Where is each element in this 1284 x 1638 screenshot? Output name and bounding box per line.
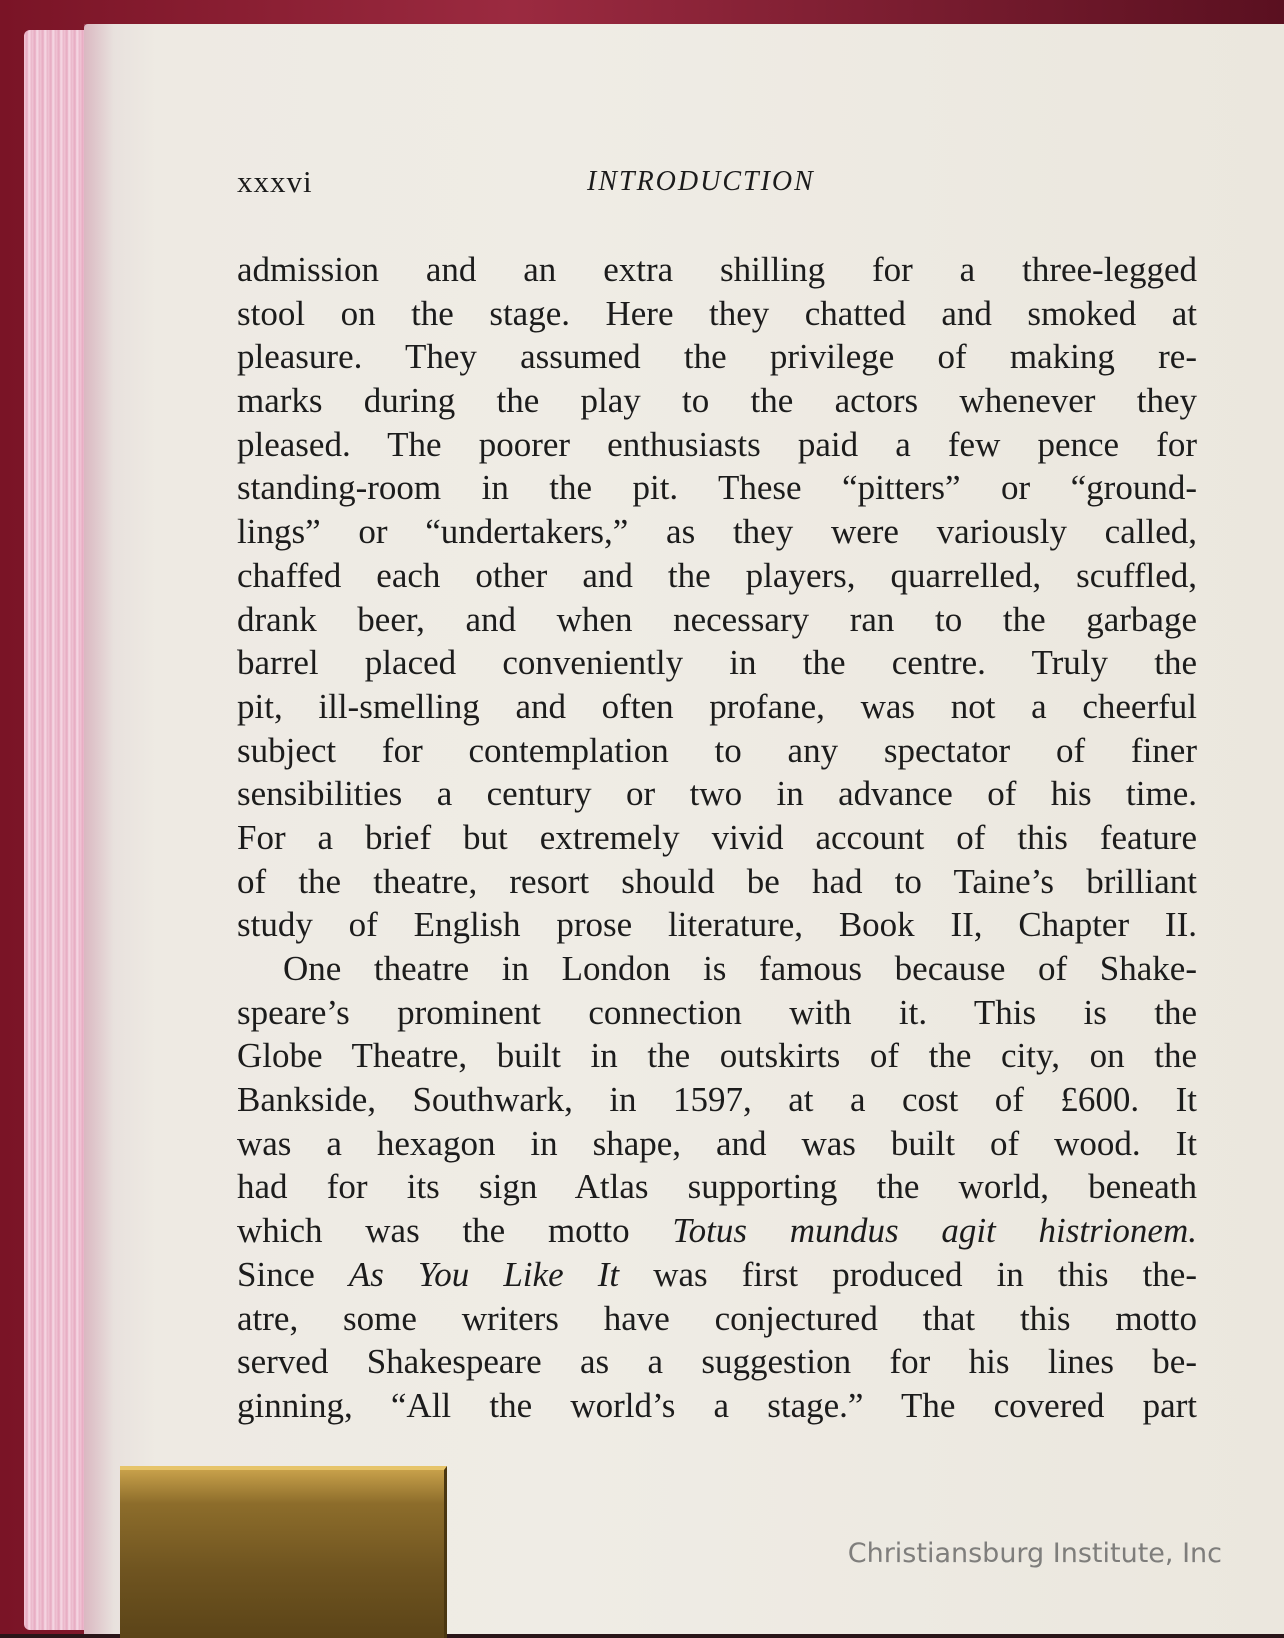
text-line: sensibilities a century or two in advance of his time. <box>237 774 1197 814</box>
text-line: standing-room in the pit. These “pitters” or “ground- <box>237 468 1197 508</box>
text-line: drank beer, and when necessary ran to the garbage <box>237 599 1197 639</box>
page-number: xxxvi <box>237 164 313 199</box>
text-line: was a hexagon in shape, and was built of wood. It <box>237 1123 1197 1163</box>
text-line: ginning, “All the world’s a stage.” The covered part <box>237 1385 1197 1425</box>
text-line: of the theatre, resort should be had to Taine’s brilliant <box>237 861 1197 901</box>
text-line: pit, ill-smelling and often profane, was not a cheerful <box>237 686 1197 726</box>
text-line: lings” or “undertakers,” as they were variously called, <box>237 512 1197 552</box>
line-tail-text: was first produced in this the- <box>619 1254 1197 1294</box>
text-line: Globe Theatre, built in the outskirts of the city, on the <box>237 1036 1197 1076</box>
text-line: admission and an extra shilling for a three-legged <box>237 250 1197 289</box>
text-line: stool on the stage. Here they chatted and smoked at <box>237 293 1197 333</box>
latin-motto: Totus mundus agit histrionem. <box>672 1211 1197 1251</box>
watermark: Christiansburg Institute, Inc <box>847 1538 1222 1569</box>
text-line: study of English prose literature, Book II, Chapter II. <box>237 905 1197 945</box>
text-line: had for its sign Atlas supporting the world, beneath <box>237 1167 1197 1207</box>
text-line: subject for contemplation to any spectator of finer <box>237 730 1197 770</box>
text-line-with-motto <box>237 1209 1197 1253</box>
page-gutter-shadow <box>84 24 114 1634</box>
text-line-with-title <box>237 1253 1197 1297</box>
text-line: pleased. The poorer enthusiasts paid a few pence for <box>237 424 1197 464</box>
running-title: INTRODUCTION <box>587 166 815 197</box>
page-clip <box>120 1466 447 1638</box>
text-line: served Shakespeare as a suggestion for his lines be- <box>237 1342 1197 1382</box>
text-line: barrel placed conveniently in the centre. Truly the <box>237 643 1197 683</box>
body-text <box>237 248 1197 1428</box>
paragraph-start-line: One theatre in London is famous because of Shake- <box>283 949 1197 988</box>
page-header <box>237 164 1197 208</box>
text-line: speare’s prominent connection with it. This is the <box>237 992 1197 1032</box>
text-line: marks during the play to the actors whenever they <box>237 381 1197 421</box>
text-line: pleasure. They assumed the privilege of making re- <box>237 337 1197 377</box>
line-lead-text: which was the motto <box>237 1211 673 1251</box>
text-line: chaffed each other and the players, quarrelled, scuffled, <box>237 555 1197 595</box>
text-line: For a brief but extremely vivid account of this feature <box>237 817 1197 857</box>
play-title: As You Like It <box>348 1254 620 1294</box>
text-line: Bankside, Southwark, in 1597, at a cost of £600. It <box>237 1080 1197 1120</box>
line-lead-text: Since <box>237 1254 349 1294</box>
text-line: atre, some writers have conjectured that this motto <box>237 1298 1197 1338</box>
